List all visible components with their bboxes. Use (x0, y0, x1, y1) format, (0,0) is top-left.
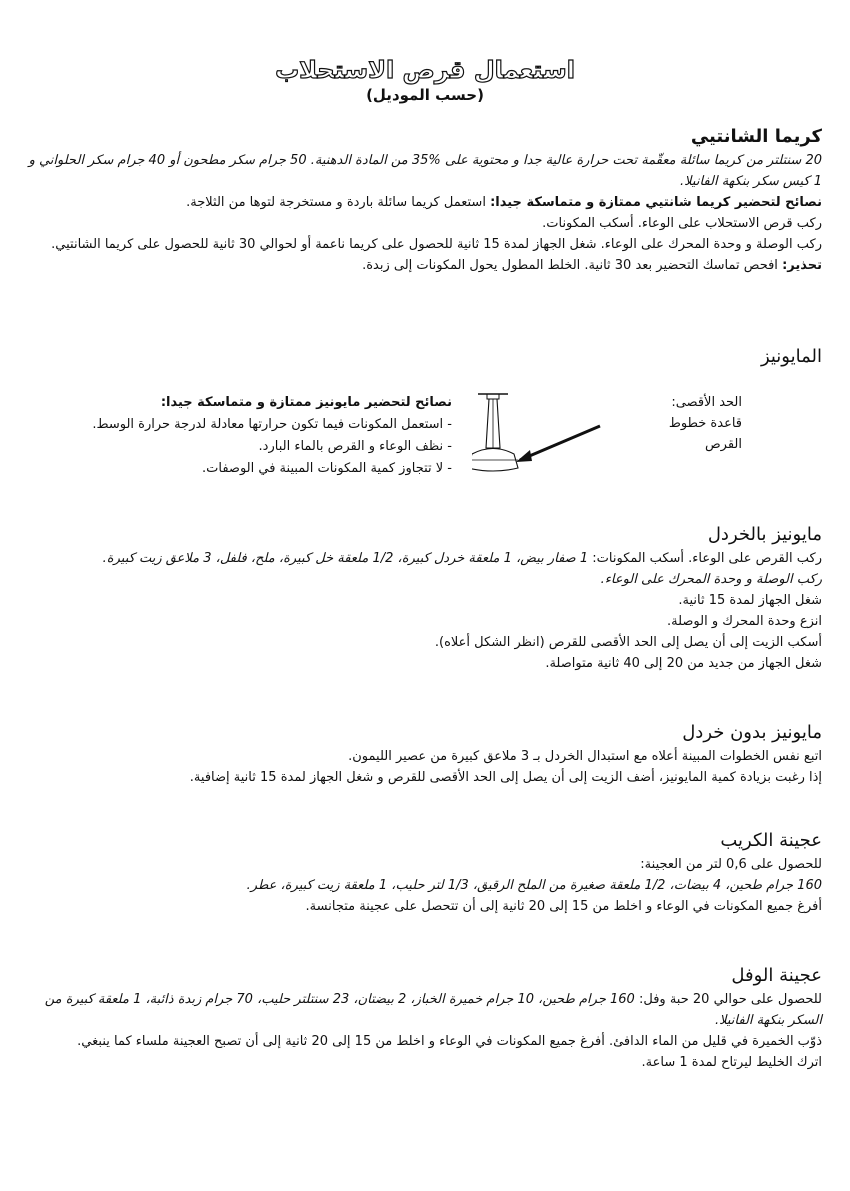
waffle-ingredient-list: 160 جرام طحين، 10 جرام خميرة الخباز، 2 بيضتان، 23 سنتلتر حليب، 70 جرام زبدة ذائبة، 1 ملعقة كبيرة من السكر بنكهة الفانيلا. (44, 992, 822, 1028)
diagram-label-base: قاعدة خطوط (668, 416, 742, 431)
waffle-heading: عجينة الوفل (731, 965, 822, 986)
mayo-plain-line: إذا رغبت بزيادة كمية المايونيز، أضف الزيت إلى أن يصل إلى الحد الأقصى للقرص و شغل الجهاز لمدة 15 ثانية إضافية. (189, 770, 822, 785)
list-item: - لا تتجاوز كمية المكونات المبينة في الوصفات. (52, 458, 452, 480)
mayo-mustard-lead: ركب القرص على الوعاء. أسكب المكونات: (592, 551, 822, 566)
mayonnaise-info (22, 392, 822, 482)
warning-label: تحذير: (782, 258, 822, 273)
section-chantilly (22, 124, 822, 276)
mayonnaise-tips-title: نصائح لتحضير مايونيز ممتازة و متماسكة جيدا: (160, 395, 452, 410)
crepe-heading: عجينة الكريب (720, 830, 822, 851)
crepe-step: أفرغ جميع المكونات في الوعاء و اخلط من 15 إلى 20 ثانية إلى أن تتحصل على عجينة متجانسة. (305, 899, 822, 914)
crepe-lead: للحصول على 0,6 لتر من العجينة: (640, 857, 822, 872)
pointer-arrow-line (520, 426, 600, 460)
waffle-step-2: اترك الخليط ليرتاح لمدة 1 ساعة. (641, 1055, 822, 1070)
crepe-ingredients: 160 جرام طحين، 4 بيضات، 1/2 ملعقة صغيرة من الملح الرقيق، 1/3 لتر حليب، 1 ملعقة زيت كبيرة، عطر. (246, 878, 822, 893)
list-item: - استعمل المكونات فيما تكون حرارتها معادلة لدرجة حرارة الوسط. (52, 414, 452, 436)
section-crepe (22, 828, 822, 917)
mayo-mustard-heading: مايونيز بالخردل (707, 524, 822, 545)
mayonnaise-tips-list (52, 414, 452, 480)
mayo-plain-line: اتبع نفس الخطوات المبينة أعلاه مع استبدال الخردل بـ 3 ملاعق كبيرة من عصير الليمون. (348, 749, 822, 764)
mayo-mustard-step: ركب الوصلة و وحدة المحرك على الوعاء. (600, 572, 822, 587)
mayo-mustard-step: انزع وحدة المحرك و الوصلة. (666, 614, 822, 629)
mayo-plain-heading: مايونيز بدون خردل (682, 722, 822, 743)
chantilly-heading: كريما الشانتيي (690, 126, 822, 147)
waffle-step-1: ذوّب الخميرة في قليل من الماء الدافئ. أفرغ جميع المكونات في الوعاء و اخلط من 15 إلى 20 ثانية إلى أن تصبح العجينة ملساء كما ينبغي. (77, 1034, 822, 1049)
section-mayo-mustard (22, 522, 822, 674)
diagram-label-max: الحد الأقصى: (671, 395, 742, 410)
page-header (0, 56, 850, 104)
chantilly-tip-label: نصائح لتحضير كريما شانتيي ممتازة و متماسكة جيدا: (490, 195, 822, 210)
waffle-lead: للحصول على حوالي 20 حبة وفل: (638, 992, 822, 1007)
diagram-label-disc: القرص (704, 437, 742, 452)
chantilly-ingredients: 20 سنتلتر من كريما سائلة معقّمة تحت حرارة عالية جدا و محتوية على %35 من المادة الدهنية. 50 جرام سكر مطحون أو 40 جرام سكر الحلواني و 1 كيس سكر بنكهة الفانيلا. (28, 153, 822, 189)
page-title: استعمال قرص الاستحلاب (275, 56, 575, 84)
mayo-mustard-step: أسكب الزيت إلى أن يصل إلى الحد الأقصى للقرص (انظر الشكل أعلاه). (434, 635, 822, 650)
mayo-mustard-step: شغل الجهاز من جديد من 20 إلى 40 ثانية متواصلة. (545, 656, 822, 671)
chantilly-tip-text: استعمل كريما سائلة باردة و مستخرجة لتوها من الثلاجة. (186, 195, 486, 210)
mayonnaise-tips (52, 392, 452, 480)
warning-text: افحص تماسك التحضير بعد 30 ثانية. الخلط المطول يحول المكونات إلى زبدة. (362, 258, 778, 273)
emulsion-disc-illustration (472, 388, 642, 486)
section-mayo-plain (22, 720, 822, 788)
chantilly-tip (22, 192, 822, 213)
chantilly-step-2: ركب الوصلة و وحدة المحرك على الوعاء. شغل الجهاز لمدة 15 ثانية للحصول على كريما ناعمة أو لحوالي 30 ثانية للحصول على كريما الشانتيي. (51, 237, 822, 252)
pointer-arrow-head (516, 450, 532, 462)
mayo-mustard-ingredients (22, 548, 822, 569)
disc-diagram (562, 392, 742, 482)
waffle-ingredients (22, 989, 822, 1031)
mayonnaise-heading: المايونيز (760, 346, 822, 367)
section-mayonnaise (22, 344, 822, 370)
page-subtitle: (حسب الموديل) (366, 86, 484, 104)
diagram-labels (632, 392, 742, 455)
list-item: - نظف الوعاء و القرص بالماء البارد. (52, 436, 452, 458)
chantilly-warning (22, 255, 822, 276)
mayo-mustard-ingredient-list: 1 صفار بيض، 1 ملعقة خردل كبيرة، 1/2 ملعقة خل كبيرة، ملح، فلفل، 3 ملاعق زيت كبيرة. (102, 551, 589, 566)
chantilly-step-1: ركب قرص الاستحلاب على الوعاء. أسكب المكونات. (542, 216, 822, 231)
mayo-mustard-step: شغل الجهاز لمدة 15 ثانية. (678, 593, 822, 608)
section-waffle (22, 963, 822, 1073)
